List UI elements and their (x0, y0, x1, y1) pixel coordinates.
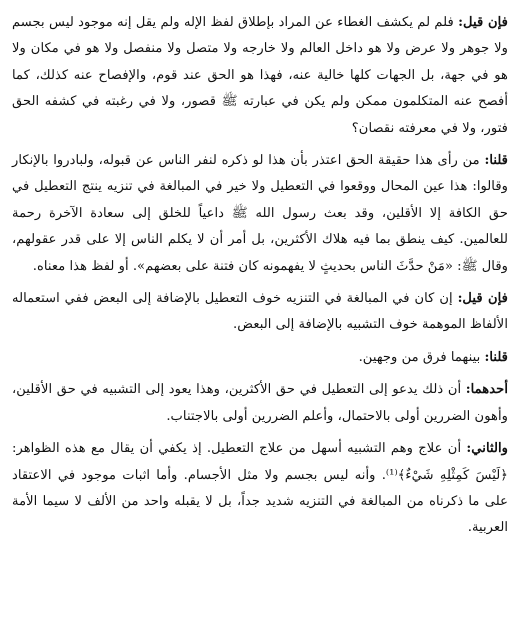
paragraph-body: أن علاج وهم التشبيه أسهل من علاج التعطيل. إذ يكفي أن يقال مع هذه الظواهر: ﴿لَيْسَ كَمِثْلِهِ شَيْءٌ﴾⁽¹⁾. وأنه ليس بجسم ولا مثل الأجسام. وأما اثبات موجود في الاعتقاد على ما ذكرناه من المبالغة في التنزيه شديد جداً، بل لا يقبله واحد من الألف لا سيما الأمة العربية. (12, 441, 508, 536)
paragraph-objection-1 (12, 10, 508, 142)
paragraph-body: إن كان في المبالغة في التنزيه خوف التعطيل بالإضافة إلى البعض ففي استعماله الألفاظ الموهمة خوف التشبيه بالإضافة إلى البعض. (12, 291, 508, 333)
paragraph-lead: قلنا: (484, 349, 508, 365)
paragraph-lead: فإن قيل: (457, 291, 508, 307)
paragraph-reply-2 (12, 345, 508, 371)
paragraph-body: فلم لم يكشف الغطاء عن المراد بإطلاق لفظ الإله ولم يقل إنه موجود ليس بجسم ولا جوهر ولا عرض ولا هو داخل العالم ولا خارجه ولا متصل ولا منفصل ولا هو في مكان ولا هو في جهة، بل الجهات كلها خالية عنه، فهذا هو الحق عند قوم، والإفصاح عنه كذلك، كما أفصح عنه المتكلمون ممكن ولم يكن في عبارته ﷺ قصور، ولا في رغبته في كشفه الحق فتور، ولا في معرفته نقصان؟ (12, 15, 508, 136)
paragraph-lead: فإن قيل: (458, 15, 508, 30)
paragraph-objection-2 (12, 286, 508, 339)
paragraph-body: بينهما فرق من وجهين. (358, 349, 485, 365)
paragraph-body: أن ذلك يدعو إلى التعطيل في حق الأكثرين، وهذا يعود إلى التشبيه في حق الأقلين، وأهون الضررين أولى بالاحتمال، وأعلم الضررين أولى بالاجتناب. (12, 382, 508, 424)
paragraph-lead: قلنا: (484, 153, 508, 169)
paragraph-body: من رأى هذا حقيقة الحق اعتذر بأن هذا لو ذكره لنفر الناس عن قبوله، ولبادروا بالإنكار وقالوا: هذا عين المحال ووقعوا في التعطيل ولا خير في المبالغة في تنزيه ينتج التعطيل في حق الكافة إلا الأقلين، وقد بعث رسول الله ﷺ داعياً للخلق إلى سعادة الآخرة رحمة للعالمين. كيف ينطق بما فيه هلاك الأكثرين، بل أمر أن لا يكلم الناس إلا على قدر عقولهم، وقال ﷺ: «مَنْ حدَّثَ الناس بحديثٍ لا يفهمونه كان فتنة على بعضهم». أو لفظ هذا معناه. (12, 153, 508, 274)
paragraph-reply-1 (12, 148, 508, 280)
paragraph-second-reason (12, 436, 508, 542)
paragraph-lead: أحدهما: (465, 382, 508, 398)
paragraph-lead: والثاني: (466, 441, 508, 457)
paragraph-first-reason (12, 377, 508, 430)
